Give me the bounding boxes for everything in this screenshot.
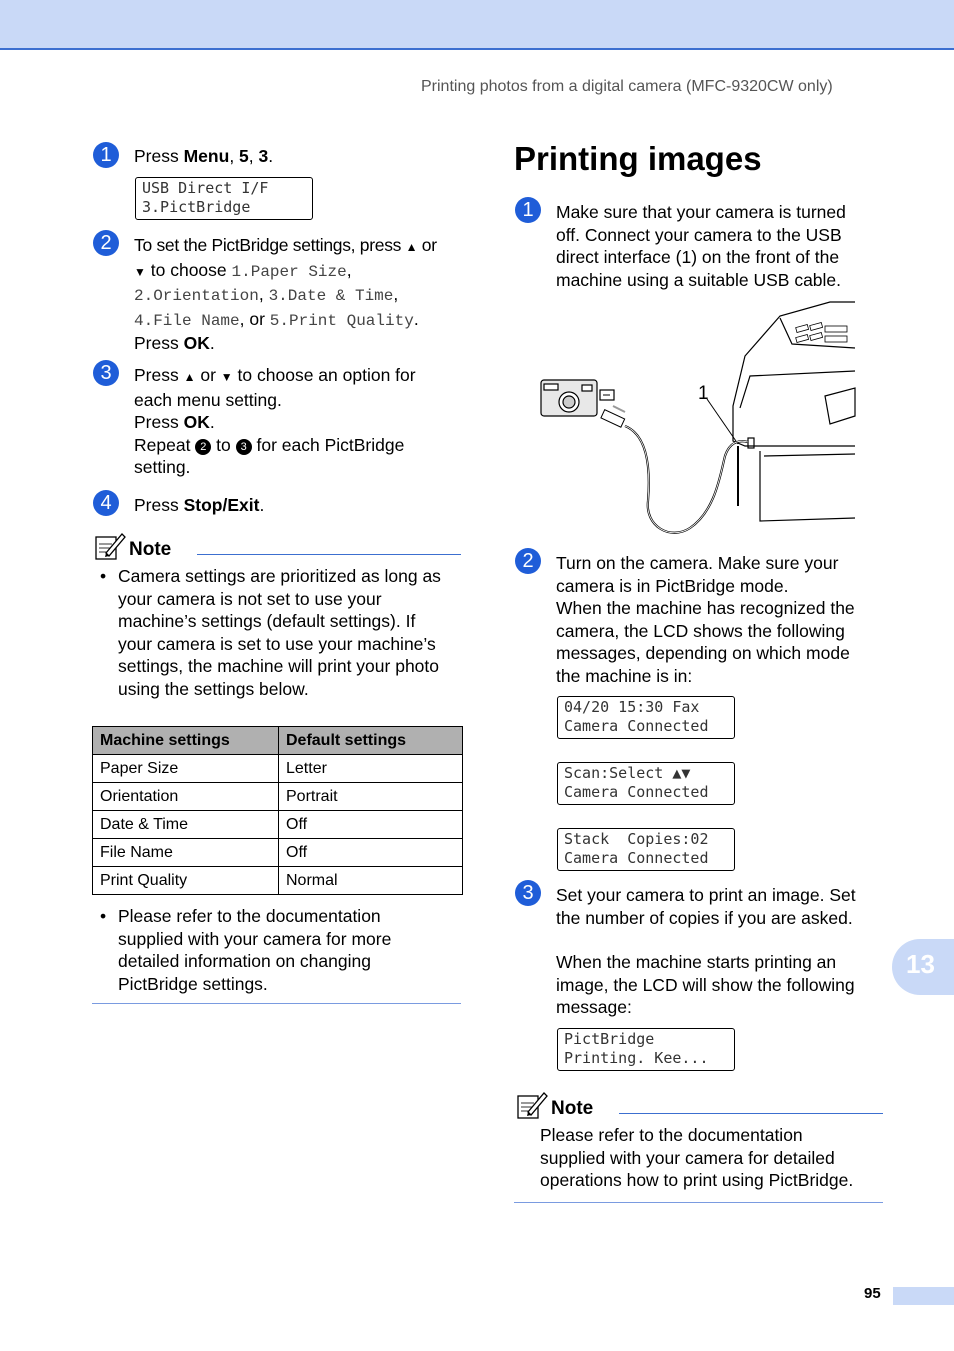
step-3-number: 3 [93,360,119,386]
default-value-cell: Normal [279,867,463,895]
column-header: Machine settings [93,727,279,755]
text-line: the machine is in: [556,665,693,686]
default-value-cell: Off [279,811,463,839]
lcd-display-fax [557,696,735,739]
note-title: Note [551,1098,594,1119]
note-text [540,1124,853,1192]
comma: , [346,259,352,280]
menu-option: 5.Print Quality [269,311,414,330]
step-2-text [134,234,469,355]
lcd-display-printing [557,1028,735,1071]
lcd-display-copy [557,828,735,871]
step-1-number: 1 [93,142,119,168]
step-1-pre: Press [134,146,184,166]
up-arrow-icon: ▲ [405,240,418,254]
text-line: Please refer to the documentation [540,1125,803,1145]
note-end-rule [514,1202,883,1203]
text-line: When the machine starts printing an [556,952,837,972]
text-line: Camera settings are prioritized as long as [118,566,441,586]
step-ref-3-icon: 3 [236,439,252,455]
text: Repeat [134,434,196,455]
lcd-line: Printing. Kee... [564,1048,709,1067]
text: to choose [145,259,232,280]
note-title: Note [129,539,172,560]
setting-name-cell: File Name [93,839,279,867]
chapter-tab [892,939,954,995]
text-line: Please refer to the documentation [118,906,381,926]
note-rule [619,1113,883,1114]
period: . [413,308,419,329]
text-line: direct interface (1) on the front of the [556,247,840,267]
comma: , [258,284,269,304]
text-line: Make sure that your camera is turned [556,202,846,222]
text-line: image, the LCD will show the following [556,974,855,995]
lcd-line: USB Direct I/F [142,179,269,197]
period: . [209,333,215,353]
page-title: Printing images [514,140,762,177]
text-line: Set your camera to print an image. Set [556,885,856,905]
text: or [417,235,437,255]
text-line: When the machine has recognized the [556,598,855,618]
lcd-display-step1 [135,177,313,220]
text-line: your camera is not set to use your [118,588,382,609]
note-bullet-1 [118,565,441,700]
text: to [211,434,236,455]
step-1-text [134,145,273,168]
step-4-text [134,494,264,517]
text: Press [134,365,184,385]
lcd-display-scan [557,762,735,805]
text-line: settings, the machine will print your photo [118,656,439,676]
bullet-dot: • [100,566,107,586]
text-line: message: [556,997,632,1017]
period: . [268,146,274,166]
menu-option: 1.Paper Size [231,262,347,281]
text: setting. [134,457,191,477]
step-3-text-2 [556,951,855,1019]
stop-exit-key: Stop/Exit [183,495,260,515]
table-row [93,755,463,783]
lcd-line: Stack Copies:02 [564,830,709,848]
step-ref-2-icon: 2 [195,439,211,455]
key-5: 5 [239,146,249,166]
text: To set the PictBridge settings, press [134,235,406,255]
default-value-cell: Off [279,839,463,867]
note-end-rule [92,1003,461,1004]
text-line: supplied with your camera for detailed [540,1147,835,1168]
text-line: using the settings below. [118,678,309,699]
setting-name-cell: Print Quality [93,867,279,895]
text-line: detailed information on changing [118,951,371,971]
down-arrow-icon: ▼ [134,264,146,279]
menu-option: 3.Date & Time [268,287,394,305]
table-header-row [93,727,463,755]
step-4-number: 4 [93,490,119,516]
step-2-number: 2 [93,230,119,256]
column-header: Default settings [279,727,463,755]
table-row [93,811,463,839]
step-2-text [556,552,855,687]
ok-key: OK [183,412,210,432]
default-value-cell: Portrait [279,783,463,811]
text-line: camera, the LCD shows the following [556,620,845,641]
text-line: machine using a suitable USB cable. [556,269,842,290]
table-row [93,783,463,811]
default-value-cell: Letter [279,755,463,783]
table-row [93,839,463,867]
settings-table [92,726,463,895]
text: Press [134,333,184,353]
step-2-number: 2 [515,548,541,574]
setting-name-cell: Paper Size [93,755,279,783]
lcd-line: PictBridge [564,1030,655,1048]
chapter-number: 13 [906,949,935,979]
menu-key: Menu [183,146,230,166]
comma: , [393,284,399,304]
lcd-line: Camera Connected [564,848,709,867]
lcd-line: Camera Connected [564,782,709,801]
bullet-dot: • [100,906,107,926]
top-banner [0,0,954,50]
text: Press [134,495,184,515]
menu-option: 2.Orientation [134,287,259,305]
text-line: camera is in PictBridge mode. [556,575,789,596]
step-3-text [556,884,856,929]
text-line: your camera is set to use your machine’s [118,633,436,654]
lcd-line: 04/20 15:30 Fax [564,698,700,716]
text: or [195,365,221,385]
step-1-text [556,201,846,291]
text: Press [134,412,184,432]
step-3-number: 3 [515,880,541,906]
text: , or [239,308,270,329]
text-line: operations how to print using PictBridge. [540,1170,854,1190]
text: for each PictBridge [251,434,405,455]
note-pencil-icon [94,531,126,561]
note-bullet-2 [118,905,391,995]
text-line: Turn on the camera. Make sure your [556,553,839,573]
text-line: supplied with your camera for more [118,928,392,949]
ok-key: OK [183,333,210,353]
text-line: off. Connect your camera to the USB [556,224,842,245]
lcd-line: 3.PictBridge [142,197,251,216]
text: each menu setting. [134,389,282,410]
step-3-text [134,364,469,479]
note-rule [197,554,461,555]
sep: , [229,146,240,166]
usb-connection-illustration [530,296,860,544]
period: . [259,495,265,515]
setting-name-cell: Date & Time [93,811,279,839]
key-3: 3 [258,146,269,166]
running-header: Printing photos from a digital camera (MFC-9320CW only) [421,78,833,95]
sep: , [248,146,259,166]
lcd-line: Camera Connected [564,716,709,735]
text: to choose an option for [232,365,416,385]
table-row [93,867,463,895]
down-arrow-icon: ▼ [220,370,233,384]
setting-name-cell: Orientation [93,783,279,811]
step-1-number: 1 [515,197,541,223]
text-line: PictBridge settings. [118,973,268,994]
lcd-line: Scan:Select ▲▼ [564,764,691,782]
page-number-bar [893,1287,954,1305]
text-line: the number of copies if you are asked. [556,907,853,928]
text-line: machine’s settings (default settings). If [118,611,416,631]
callout-label: 1 [698,383,709,404]
period: . [209,412,215,432]
text-line: messages, depending on which mode [556,643,850,663]
note-pencil-icon [516,1090,548,1120]
page-number: 95 [864,1285,881,1302]
up-arrow-icon: ▲ [183,370,196,384]
menu-option: 4.File Name [134,311,240,330]
